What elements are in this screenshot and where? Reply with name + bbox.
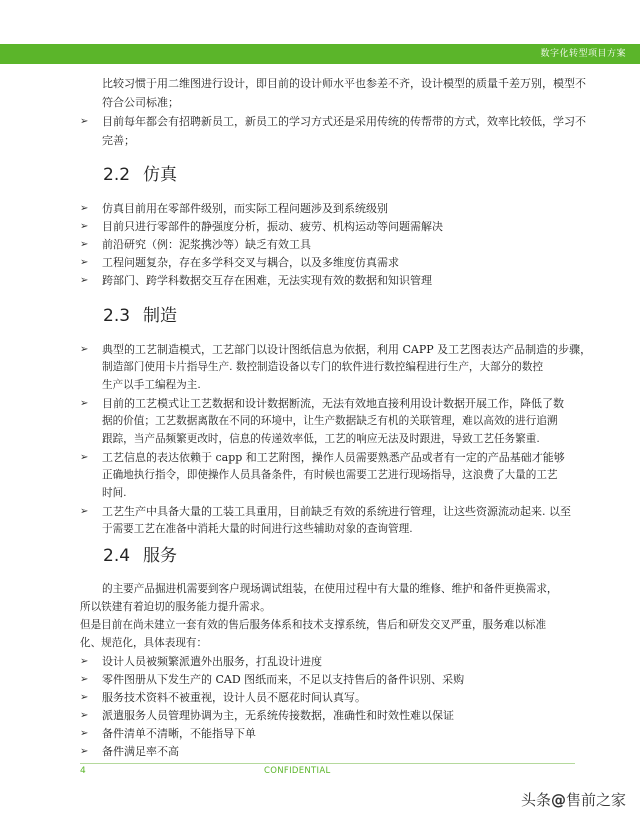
arrow-bullet-icon: ➢ (80, 656, 89, 667)
arrow-bullet-icon: ➢ (80, 710, 89, 721)
footer-divider (80, 763, 575, 764)
page-number: 4 (80, 766, 86, 776)
list-item-text: 正确地执行指令，即使操作人员具备条件，有时候也需要工艺进行现场指导，这浪费了大量的工艺 (102, 469, 558, 481)
service-intro-line: 化、规范化，具体表现有： (80, 637, 208, 649)
list-item-text: 工艺生产中具备大量的工装工具重用，目前缺乏有效的系统进行管理，让这些资源流动起来. 以至 (102, 505, 571, 518)
list-item-text: 目前的工艺模式让工艺数据和设计数据断流，无法有效地直接利用设计数据开展工作，降低了数 (102, 397, 564, 410)
list-item-text: 仿真目前用在零部件级别，而实际工程问题涉及到系统级别 (102, 202, 388, 215)
section-heading: 仿真 (143, 165, 177, 185)
arrow-bullet-icon: ➢ (80, 674, 89, 685)
arrow-bullet-icon: ➢ (80, 221, 89, 232)
intro-line: 比较习惯于用二维图进行设计，即目前的设计师水平也参差不齐，设计模型的质量千差万别，模型不 (102, 77, 586, 90)
list-item-text: 生产以手工编程为主. (102, 379, 201, 391)
section-number: 2.3 (103, 306, 131, 326)
section-title-manufacturing (103, 301, 177, 326)
list-item-text: 备件清单不清晰，不能指导下单 (102, 727, 256, 740)
list-item-text: 于需要工艺在准备中消耗大量的时间进行这些辅助对象的查询管理. (102, 523, 413, 535)
section-heading: 服务 (143, 546, 177, 566)
header-bar (0, 44, 640, 64)
watermark (521, 789, 626, 810)
list-item-text: 零件图册从下发生产的 CAD 图纸而来，不足以支持售后的备件识别、采购 (102, 673, 465, 686)
list-item-text: 据的价值；工艺数据离散在不同的环境中，让生产数据缺乏有机的关联管理，难以高效的进行追溯 (102, 415, 558, 427)
arrow-bullet-icon: ➢ (80, 692, 89, 703)
service-intro-line: 的主要产品掘进机需要到客户现场调试组装，在使用过程中有大量的维修、维护和备件更换需求， (102, 583, 558, 595)
section-title-simulation (103, 160, 177, 185)
arrow-bullet-icon: ➢ (80, 452, 89, 463)
watermark-name: 售前之家 (565, 791, 626, 809)
header-title: 数字化转型项目方案 (540, 49, 626, 59)
watermark-at: @ (550, 791, 566, 809)
arrow-bullet-icon: ➢ (80, 203, 89, 214)
arrow-bullet-icon: ➢ (80, 257, 89, 268)
list-item-text: 派遣服务人员管理协调为主，无系统传接数据，准确性和时效性难以保证 (102, 709, 454, 722)
arrow-bullet-icon: ➢ (80, 275, 89, 286)
list-item-text: 跨部门、跨学科数据交互存在困难，无法实现有效的数据和知识管理 (102, 274, 432, 287)
list-item-text: 工程问题复杂，存在多学科交叉与耦合，以及多维度仿真需求 (102, 256, 399, 269)
section-title-service (103, 541, 177, 566)
arrow-bullet-icon: ➢ (80, 344, 89, 355)
arrow-bullet-icon: ➢ (80, 728, 89, 739)
list-item-text: 跟踪，当产品频繁更改时，信息的传递效率低，工艺的响应无法及时跟进，导致工艺任务繁重. (102, 433, 540, 445)
confidential-label: CONFIDENTIAL (264, 766, 331, 776)
section-number: 2.4 (103, 546, 131, 566)
intro-bullet-line: 完善； (102, 134, 135, 147)
section-heading: 制造 (143, 306, 177, 326)
arrow-bullet-icon: ➢ (80, 506, 89, 517)
arrow-bullet-icon: ➢ (80, 398, 89, 409)
list-item-text: 典型的工艺制造模式，工艺部门以设计图纸信息为依据，利用 CAPP 及工艺图表达产品制造的步骤， (102, 343, 592, 356)
list-item-text: 目前只进行零部件的静强度分析，振动、疲劳、机构运动等问题需解决 (102, 220, 443, 233)
list-item-text: 备件满足率不高 (102, 745, 179, 758)
arrow-bullet-icon: ➢ (80, 239, 89, 250)
list-item-text: 前沿研究（例：泥浆携沙等）缺乏有效工具 (102, 238, 311, 251)
list-item-text: 工艺信息的表达依赖于 capp 和工艺附图，操作人员需要熟悉产品或者有一定的产品基础才能够 (102, 451, 565, 464)
service-intro-line: 但是目前在尚未建立一套有效的售后服务体系和技术支撑系统，售后和研发交叉严重，服务难以标准 (80, 619, 547, 631)
section-number: 2.2 (103, 165, 131, 185)
list-item-text: 制造部门使用卡片指导生产. 数控制造设备以专门的软件进行数控编程进行生产，大部分的数控 (102, 361, 544, 373)
arrow-bullet-icon: ➢ (80, 746, 89, 757)
list-item-text: 设计人员被频繁派遣外出服务，打乱设计进度 (102, 655, 322, 668)
intro-bullet-line: 目前每年都会有招聘新员工，新员工的学习方式还是采用传统的传帮带的方式，效率比较低，学习不 (102, 115, 586, 128)
arrow-bullet-icon: ➢ (80, 116, 89, 127)
intro-line: 符合公司标准； (102, 96, 179, 109)
list-item-text: 服务技术资料不被重视，设计人员不愿花时间认真写。 (102, 691, 366, 704)
list-item-text: 时间. (102, 487, 127, 499)
service-intro-line: 所以铁建有着迫切的服务能力提升需求。 (80, 601, 271, 613)
watermark-prefix: 头条 (520, 791, 551, 809)
